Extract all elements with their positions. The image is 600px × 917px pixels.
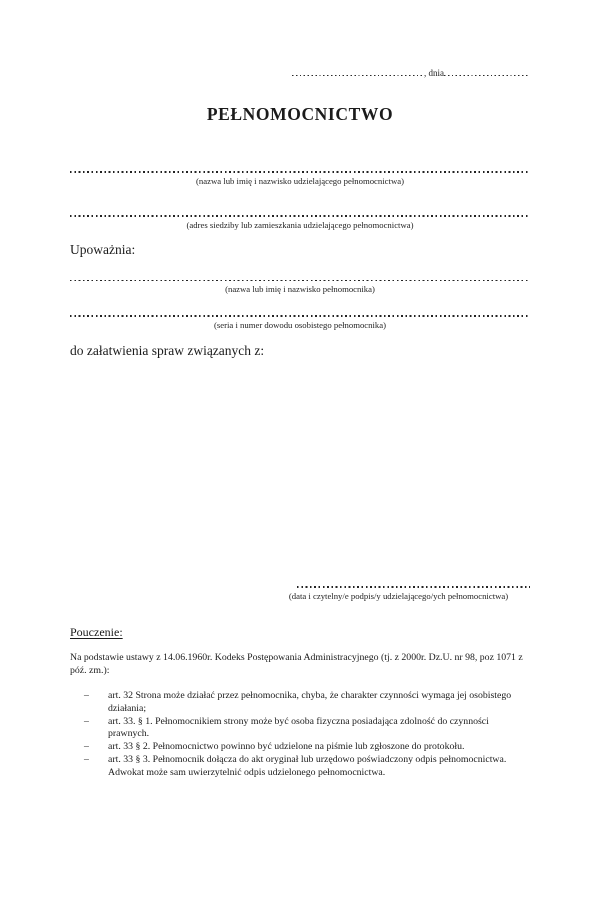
matters-blank-area <box>70 358 530 586</box>
fill-in-line <box>70 215 530 217</box>
notice-item-text: art. 32 Strona może działać przez pełnomocnika, chyba, że charakter czynności wymaga jej osobistego działania; <box>108 689 512 714</box>
field-caption: (seria i numer dowodu osobistego pełnomocnika) <box>213 320 387 331</box>
field-caption: (nazwa lub imię i nazwisko pełnomocnika) <box>225 284 375 295</box>
date-blank-line <box>444 75 530 77</box>
fill-in-line <box>70 280 530 282</box>
notice-list-item <box>84 741 530 754</box>
field-caption: (adres siedziby lub zamieszkania udzielającego pełnomocnictwa) <box>186 219 414 230</box>
fill-in-line <box>70 315 530 317</box>
matters-label: do załatwienia spraw związanych z: <box>70 343 265 359</box>
dash-marker: – <box>84 689 89 701</box>
signature-caption: (data i czytelny/e podpis/y udzielającego/ych pełnomocnictwa) <box>288 590 509 601</box>
notice-list-item <box>84 754 530 780</box>
notice-item-text: art. 33. § 1. Pełnomocnikiem strony może być osoba fizyczna posiadająca zdolność do czynności prawnych. <box>108 715 489 740</box>
field-attorney-name <box>70 280 530 296</box>
dash-marker: – <box>84 715 89 727</box>
notice-list-item <box>84 716 530 742</box>
field-grantor-name <box>70 171 530 187</box>
place-blank-line <box>292 75 424 77</box>
notice-list <box>70 690 530 780</box>
field-grantor-address <box>70 215 530 231</box>
authorizes-label: Upoważnia: <box>70 241 136 257</box>
document-title: PEŁNOMOCNICTWO <box>206 104 394 124</box>
date-label: , dnia <box>424 68 444 78</box>
date-line <box>70 68 530 78</box>
dash-marker: – <box>84 753 89 765</box>
fill-in-line <box>70 171 530 173</box>
legal-basis-text: Na podstawie ustawy z 14.06.1960r. Kodeks Postępowania Administracyjnego (tj. z 2000r. Dz.U. nr 98, poz 1071 z póź. zm.): <box>70 651 523 676</box>
signature-line <box>297 586 530 588</box>
signature-block <box>267 586 530 602</box>
notice-heading: Pouczenie: <box>70 624 123 639</box>
notice-list-item <box>84 690 530 716</box>
dash-marker: – <box>84 741 89 753</box>
field-caption: (nazwa lub imię i nazwisko udzielającego pełnomocnictwa) <box>196 175 404 186</box>
notice-item-text: art. 33 § 2. Pełnomocnictwo powinno być udzielone na piśmie lub zgłoszone do protokołu. <box>108 741 465 753</box>
notice-item-text: art. 33 § 3. Pełnomocnik dołącza do akt oryginał lub urzędowo poświadczony odpis pełnomocnictwa. Adwokat może sam uwierzytelnić odpis udzielonego pełnomocnictwa. <box>108 753 507 778</box>
document-page <box>0 68 600 917</box>
field-attorney-id <box>70 315 530 331</box>
